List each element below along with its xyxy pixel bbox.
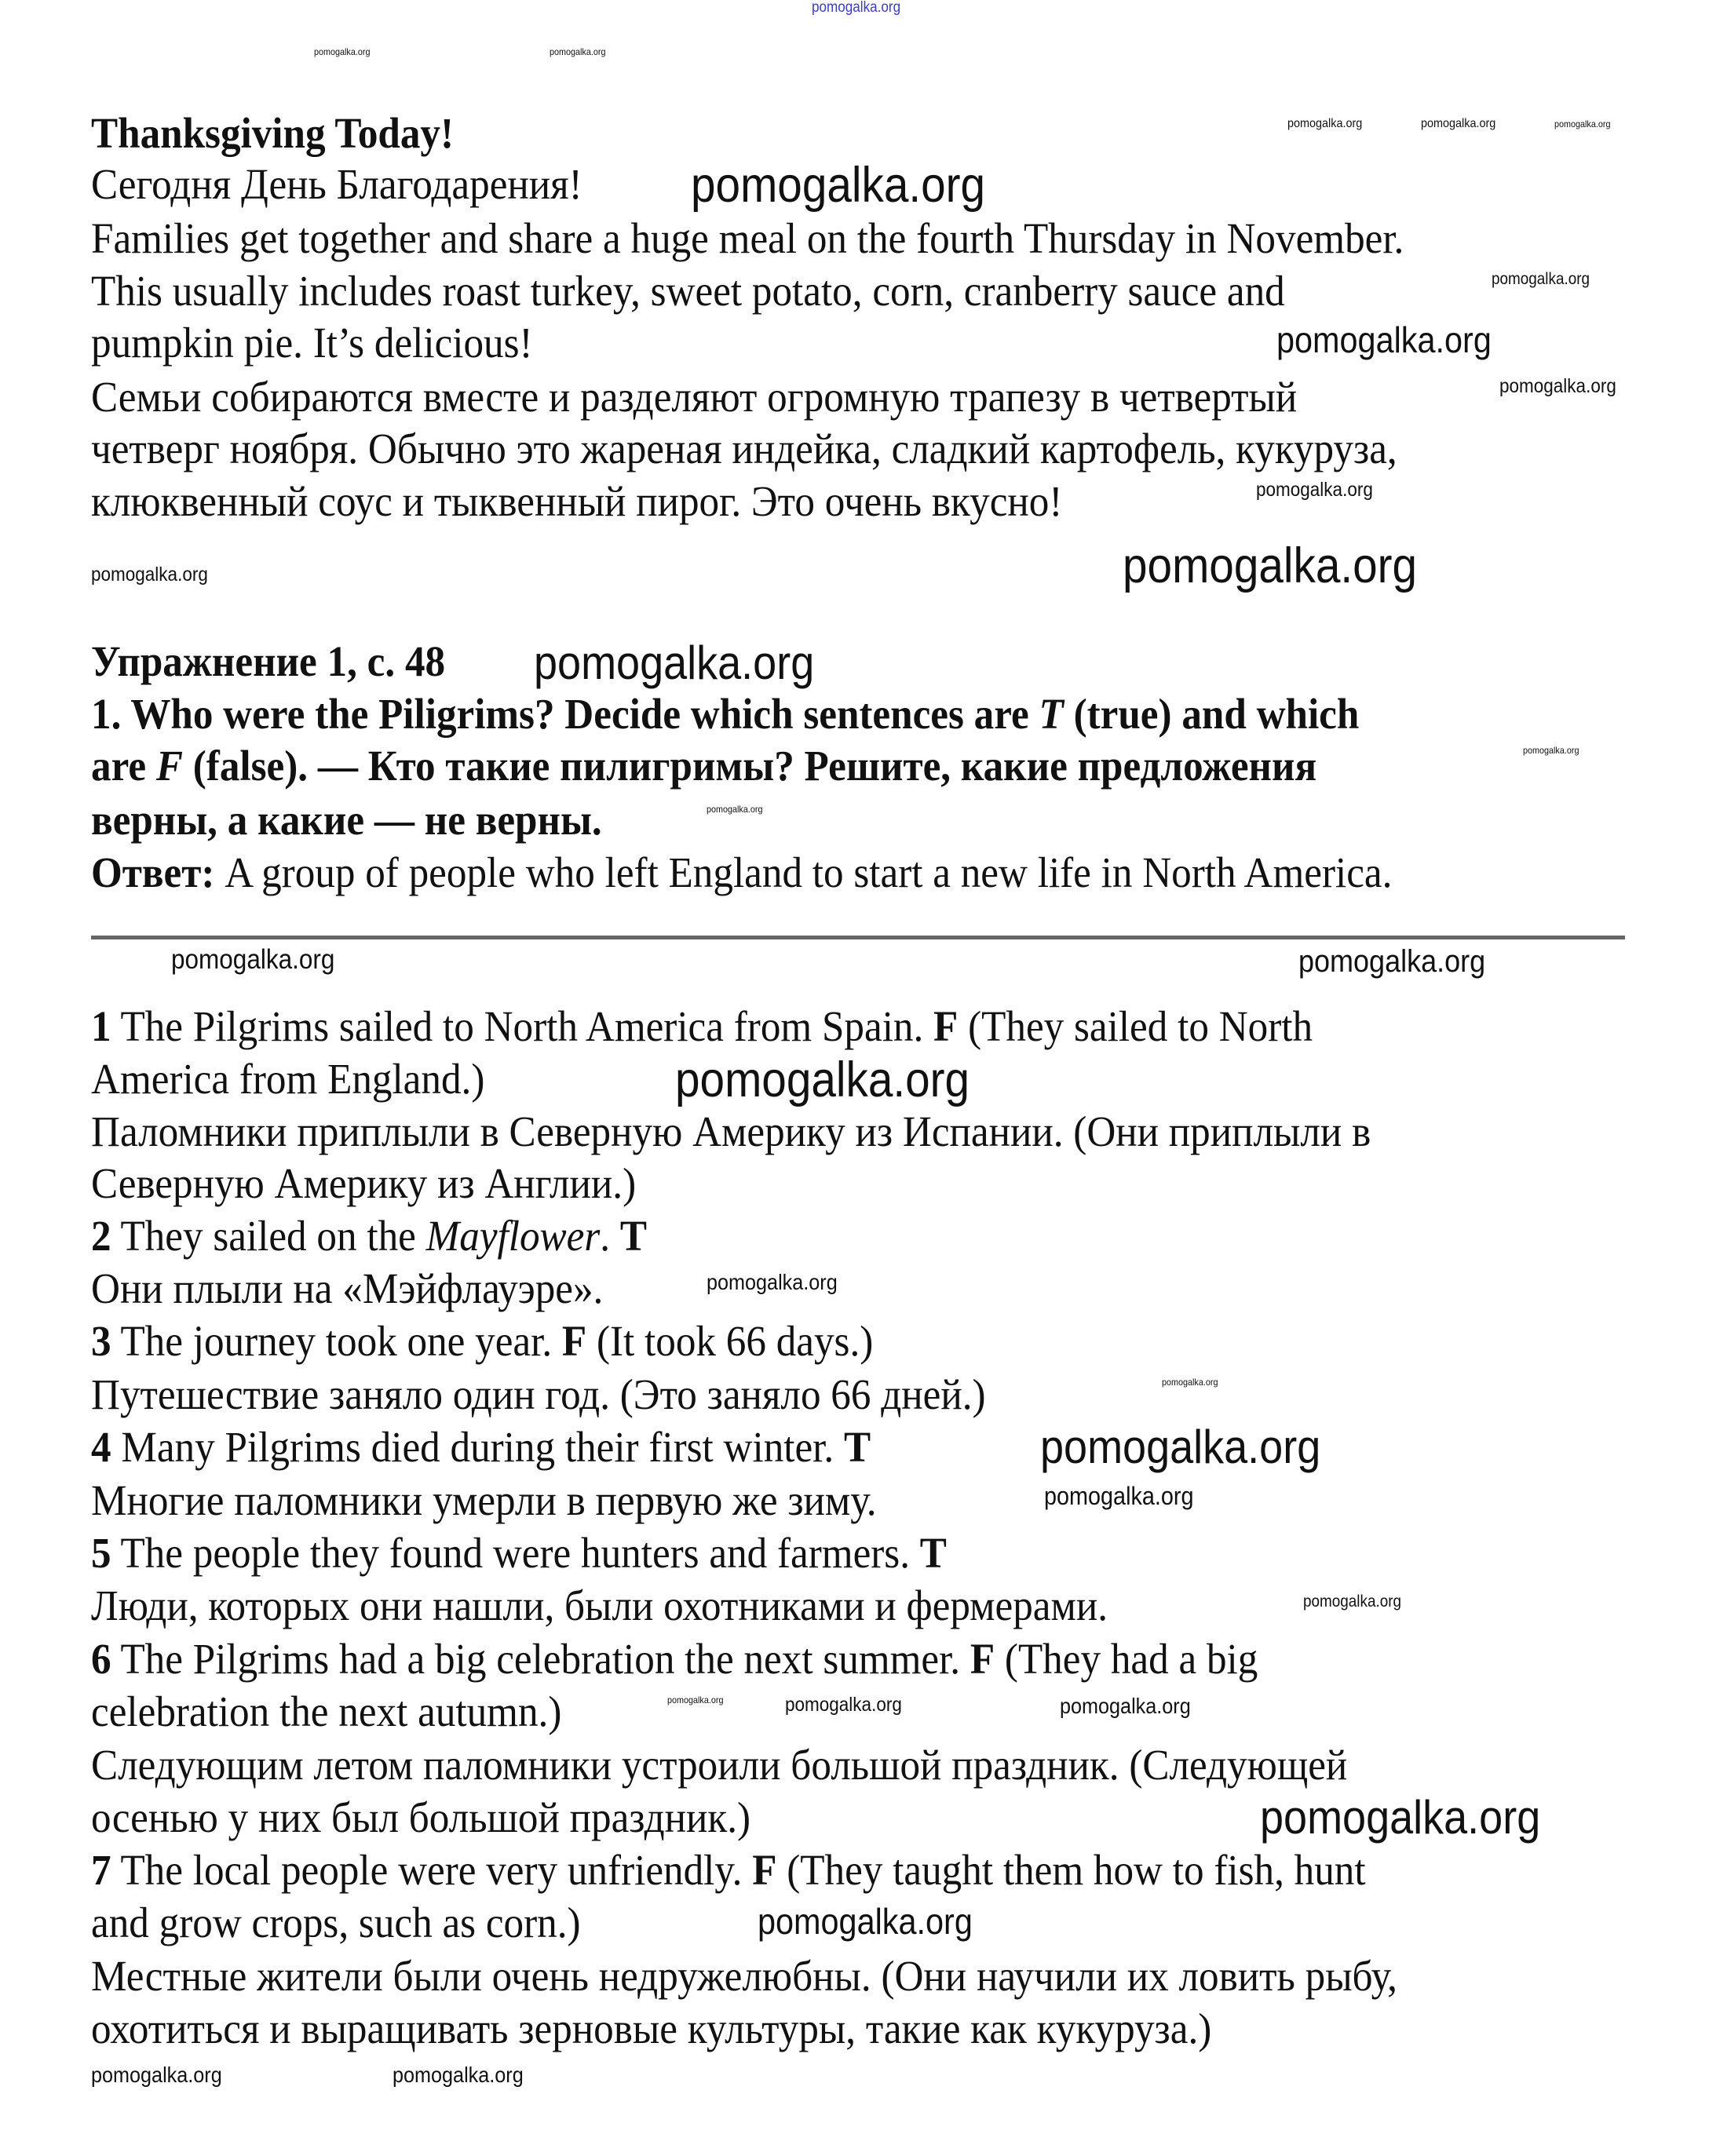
text-segment: Паломники приплыли в Северную Америку из Испании. (Они приплыли в [91,1107,1371,1155]
text-segment: 7 [91,1845,111,1894]
text-segment: This usually includes roast turkey, sweet potato, corn, cranberry sauce and [91,266,1285,315]
text-segment: T [619,1212,647,1260]
text-line [91,1794,750,1841]
text-line [91,161,582,208]
watermark: pomogalka.org [691,158,986,213]
text-segment: Они плыли на «Мэйфлауэре». [91,1264,604,1312]
text-line [91,1636,1258,1683]
text-segment: 1. Who were the Piligrims? Decide which sentences are [91,689,1039,738]
watermark: pomogalka.org [758,1901,973,1942]
text-segment: Mayflower [425,1212,601,1260]
watermark: pomogalka.org [1260,1791,1541,1844]
watermark: pomogalka.org [1303,1592,1402,1611]
divider [91,936,1625,939]
watermark: pomogalka.org [393,2063,524,2087]
text-line [91,1265,603,1312]
text-segment: Северную Америку из Англии.) [91,1159,637,1208]
text-segment: celebration the next autumn.) [91,1687,562,1735]
text-segment: Многие паломники умерли в первую же зиму. [91,1476,877,1525]
text-segment: America from England.) [91,1054,485,1103]
text-segment: четверг ноября. Обычно это жареная индейка, сладкий картофель, кукуруза, [91,425,1397,473]
text-segment: 1 [91,1002,111,1051]
text-segment: (true) and which [1063,689,1360,738]
watermark: pomogalka.org [785,1694,902,1716]
text-line [91,1160,636,1207]
text-segment: The local people were very unfriendly. [111,1845,753,1894]
text-line [91,1424,871,1471]
watermark: pomogalka.org [1162,1377,1218,1388]
watermark: pomogalka.org [171,944,335,975]
text-segment: T [1039,689,1064,738]
watermark: pomogalka.org [91,564,208,586]
exercise-heading [91,638,445,685]
text-segment: F [155,742,183,790]
text-segment: Люди, которых они нашли, были охотниками и фермерами. [91,1581,1108,1629]
text-segment: Местные жители были очень недружелюбны. (Они научили их ловить рыбу, [91,1952,1397,2001]
watermark: pomogalka.org [812,0,901,16]
text-segment: клюквенный соус и тыквенный пирог. Это очень вкусно! [91,477,1063,526]
text-segment: (They had a big [995,1635,1258,1684]
watermark: pomogalka.org [675,1052,970,1107]
text-line [91,1477,877,1524]
text-segment: The people they found were hunters and farmers. [111,1529,920,1577]
watermark: pomogalka.org [1276,319,1492,360]
text-segment: F [970,1635,995,1684]
text-segment: 5 [91,1529,111,1577]
text-segment: The Pilgrims had a big celebration the next summer. [111,1635,970,1684]
text-line [91,691,1359,738]
text-line [91,1003,1313,1050]
watermark: pomogalka.org [707,1270,838,1294]
text-line [91,1318,873,1365]
watermark: pomogalka.org [1060,1694,1191,1718]
text-line [91,374,1297,421]
watermark: pomogalka.org [1123,538,1418,593]
text-segment: . [600,1212,620,1260]
watermark: pomogalka.org [1421,117,1496,130]
text-segment: Thanksgiving Today! [91,109,455,158]
text-segment: (They taught them how to fish, hunt [776,1845,1366,1894]
text-segment: Сегодня День Благодарения! [91,160,582,209]
text-line [91,1899,581,1946]
text-line [91,1953,1397,2000]
text-segment: and grow crops, such as corn.) [91,1898,581,1946]
text-segment: F [933,1002,959,1051]
text-segment: (It took 66 days.) [586,1316,874,1365]
text-segment: 3 [91,1316,111,1365]
text-segment: pumpkin pie. It’s delicious! [91,319,533,367]
text-line [91,1213,647,1260]
text-line [91,319,533,367]
text-line [91,1530,947,1577]
text-segment: Следующим летом паломники устроили большой праздник. (Следующей [91,1741,1348,1789]
text-segment: T [919,1529,947,1577]
text-segment: Families get together and share a huge meal on the fourth Thursday in November. [91,213,1404,262]
text-line [91,2005,1211,2052]
watermark: pomogalka.org [534,637,815,689]
text-segment: are [91,742,156,790]
text-segment: охотиться и выращивать зерновые культуры, такие как кукуруза.) [91,2004,1212,2052]
text-line [91,425,1397,472]
text-line [91,1847,1366,1894]
text-line [91,1056,484,1103]
text-line [91,1742,1347,1789]
text-line [91,215,1404,262]
text-segment: Ответ: [91,848,215,896]
text-segment: The Pilgrims sailed to North America from Spain. [111,1002,934,1051]
watermark: pomogalka.org [1287,117,1363,130]
text-line [91,1108,1371,1155]
watermark: pomogalka.org [1040,1421,1321,1473]
text-segment: Упражнение 1, с. 48 [91,637,446,685]
watermark: pomogalka.org [314,46,371,57]
watermark: pomogalka.org [707,804,763,815]
watermark: pomogalka.org [1499,375,1616,397]
text-line [91,849,1392,896]
text-segment: 4 [91,1422,111,1471]
watermark: pomogalka.org [550,46,606,57]
watermark: pomogalka.org [1492,270,1590,288]
text-line [91,1582,1108,1629]
text-line [91,1688,561,1735]
watermark: pomogalka.org [1256,479,1373,501]
watermark: pomogalka.org [1554,119,1611,130]
watermark: pomogalka.org [667,1695,724,1705]
text-segment: (They sailed to North [958,1002,1313,1051]
text-segment: верны, а какие — не верны. [91,795,602,844]
text-segment: T [843,1422,871,1471]
text-line [91,268,1285,315]
text-line [91,1371,986,1418]
text-segment: F [752,1845,777,1894]
text-line [91,478,1062,525]
text-segment: (false). — Кто такие пилигримы? Решите, какие предложения [182,742,1317,790]
watermark: pomogalka.org [1298,944,1486,979]
text-segment: 2 [91,1212,111,1260]
watermark: pomogalka.org [91,2063,222,2087]
text-segment: Many Pilgrims died during their first winter. [111,1422,844,1471]
watermark: pomogalka.org [1044,1482,1194,1510]
page-title [91,110,454,157]
text-segment: The journey took one year. [111,1316,562,1365]
text-segment: F [561,1316,587,1365]
text-line [91,797,602,844]
text-segment: They sailed on the [111,1212,426,1260]
text-segment: A group of people who left England to start a new life in North America. [214,848,1393,896]
text-line [91,742,1316,790]
text-segment: Путешествие заняло один год. (Это заняло 66 дней.) [91,1370,986,1419]
text-segment: 6 [91,1635,111,1684]
text-segment: осенью у них был большой праздник.) [91,1793,751,1842]
watermark: pomogalka.org [1523,745,1579,756]
text-segment: Семьи собираются вместе и разделяют огромную трапезу в четвертый [91,372,1298,421]
